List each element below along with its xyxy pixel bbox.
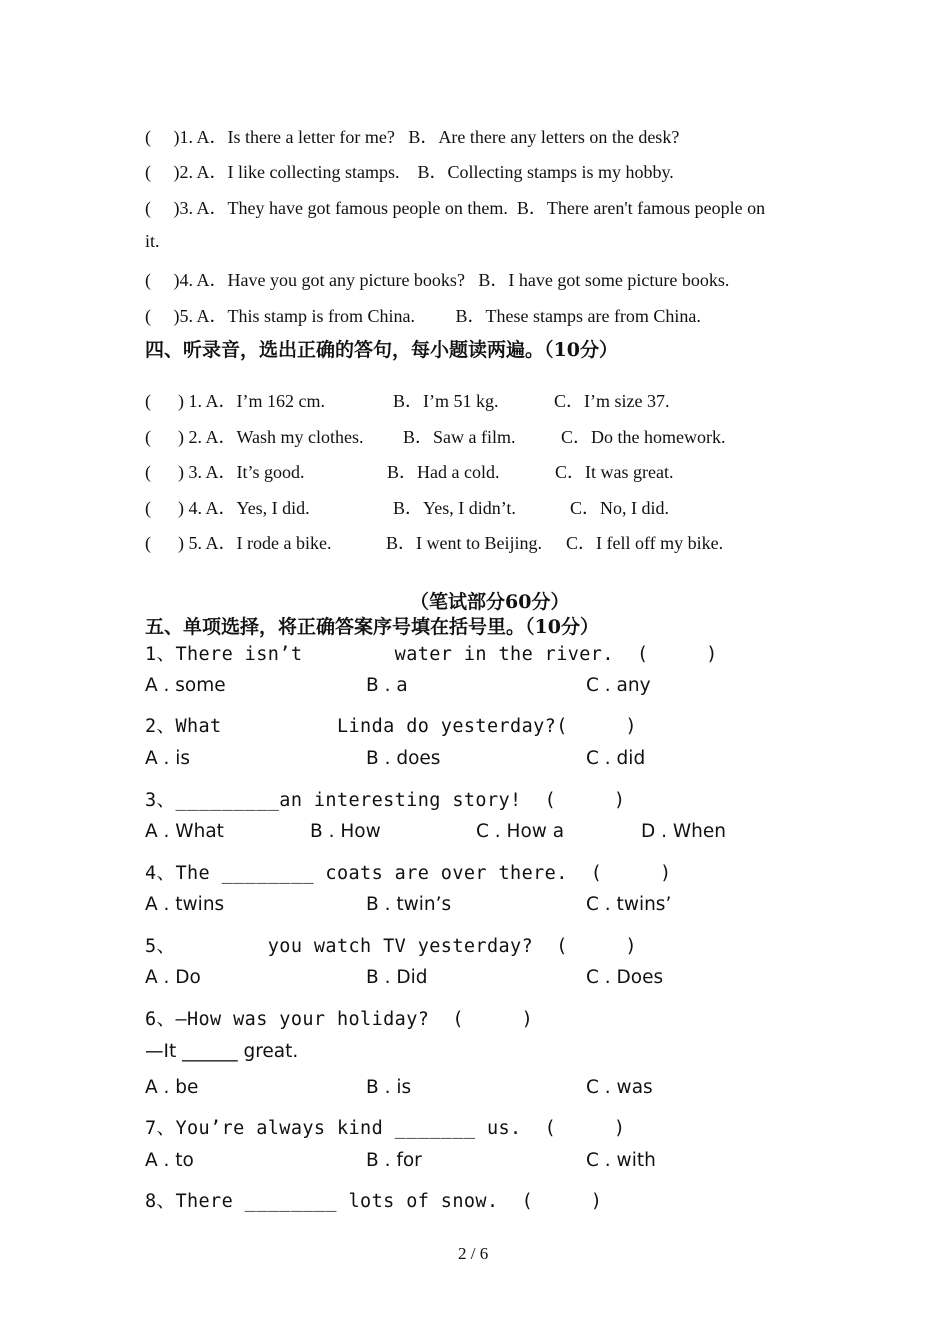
- q3-stem: 3、_________an interesting story! ( ): [145, 790, 626, 811]
- q2-stem: 2、What Linda do yesterday?( ): [145, 716, 637, 737]
- p4-item-4-c: C．No, I did.: [570, 498, 669, 518]
- p4-item-3-a: ( ) 3. A．It’s good.: [145, 462, 305, 482]
- q4-option-c: C . twins’: [586, 894, 672, 915]
- p4-item-1-b: B．I’m 51 kg.: [393, 391, 499, 411]
- p4-item-1-c: C．I’m size 37.: [554, 391, 670, 411]
- q2-option-a: A . is: [145, 748, 191, 769]
- p4-item-2-c: C．Do the homework.: [561, 427, 726, 447]
- q3-option-a: A . What: [145, 821, 224, 842]
- p4-item-2-b: B．Saw a film.: [403, 427, 516, 447]
- q6-line2: —It ______ great.: [145, 1041, 299, 1062]
- q5-stem: 5、 you watch TV yesterday? ( ): [145, 936, 637, 957]
- q3-option-c: C . How a: [476, 821, 565, 842]
- q1-option-b: B . a: [366, 675, 408, 696]
- q1-option-c: C . any: [586, 675, 651, 696]
- p4-item-3-b: B．Had a cold.: [387, 462, 500, 482]
- q5-option-c: C . Does: [586, 967, 664, 988]
- p4-item-5-a: ( ) 5. A．I rode a bike.: [145, 533, 332, 553]
- part4-heading: 四、听录音，选出正确的答句，每小题读两遍。（10分）: [145, 339, 618, 361]
- q2-option-c: C . did: [586, 748, 646, 769]
- q8-stem: 8、There ________ lots of snow. ( ): [145, 1191, 603, 1212]
- p3-item-2: ( )2. A．I like collecting stamps. B．Collecting stamps is my hobby.: [145, 162, 674, 182]
- q6-option-c: C . was: [586, 1077, 653, 1098]
- q3-option-b: B . How: [310, 821, 381, 842]
- q5-option-b: B . Did: [366, 967, 428, 988]
- q4-stem: 4、The ________ coats are over there. ( ): [145, 863, 672, 884]
- q7-stem: 7、You’re always kind _______ us. ( ): [145, 1118, 626, 1139]
- q3-option-d: D . When: [641, 821, 727, 842]
- p3-item-4: ( )4. A．Have you got any picture books? B．I have got some picture books.: [145, 270, 730, 290]
- q7-option-c: C . with: [586, 1150, 656, 1171]
- p3-item-5: ( )5. A．This stamp is from China. B．These stamps are from China.: [145, 306, 701, 326]
- q6-option-a: A . be: [145, 1077, 199, 1098]
- q4-option-b: B . twin’s: [366, 894, 452, 915]
- p4-item-1-a: ( ) 1. A．I’m 162 cm.: [145, 391, 325, 411]
- p3-item-3-cont: it.: [145, 231, 160, 251]
- p4-item-5-b: B．I went to Beijing.: [386, 533, 542, 553]
- q4-option-a: A . twins: [145, 894, 225, 915]
- q6-option-b: B . is: [366, 1077, 412, 1098]
- p4-item-4-a: ( ) 4. A．Yes, I did.: [145, 498, 310, 518]
- q1-stem: 1、There isn’t water in the river. ( ): [145, 644, 718, 665]
- p4-item-2-a: ( ) 2. A．Wash my clothes.: [145, 427, 364, 447]
- q6-stem: 6、—How was your holiday? ( ): [145, 1009, 534, 1030]
- q5-option-a: A . Do: [145, 967, 201, 988]
- q2-option-b: B . does: [366, 748, 441, 769]
- part5-heading: 五、单项选择，将正确答案序号填在括号里。（10分）: [145, 616, 599, 638]
- page-number: 2 / 6: [458, 1244, 489, 1263]
- p4-item-3-c: C．It was great.: [555, 462, 674, 482]
- q1-option-a: A . some: [145, 675, 226, 696]
- p4-item-5-c: C．I fell off my bike.: [566, 533, 724, 553]
- written-part-title: （笔试部分60分）: [410, 591, 570, 613]
- p3-item-1: ( )1. A．Is there a letter for me? B．Are there any letters on the desk?: [145, 127, 680, 147]
- p4-item-4-b: B．Yes, I didn’t.: [393, 498, 516, 518]
- p3-item-3: ( )3. A．They have got famous people on them. B．There aren't famous people on: [145, 198, 766, 218]
- q7-option-a: A . to: [145, 1150, 194, 1171]
- q7-option-b: B . for: [366, 1150, 422, 1171]
